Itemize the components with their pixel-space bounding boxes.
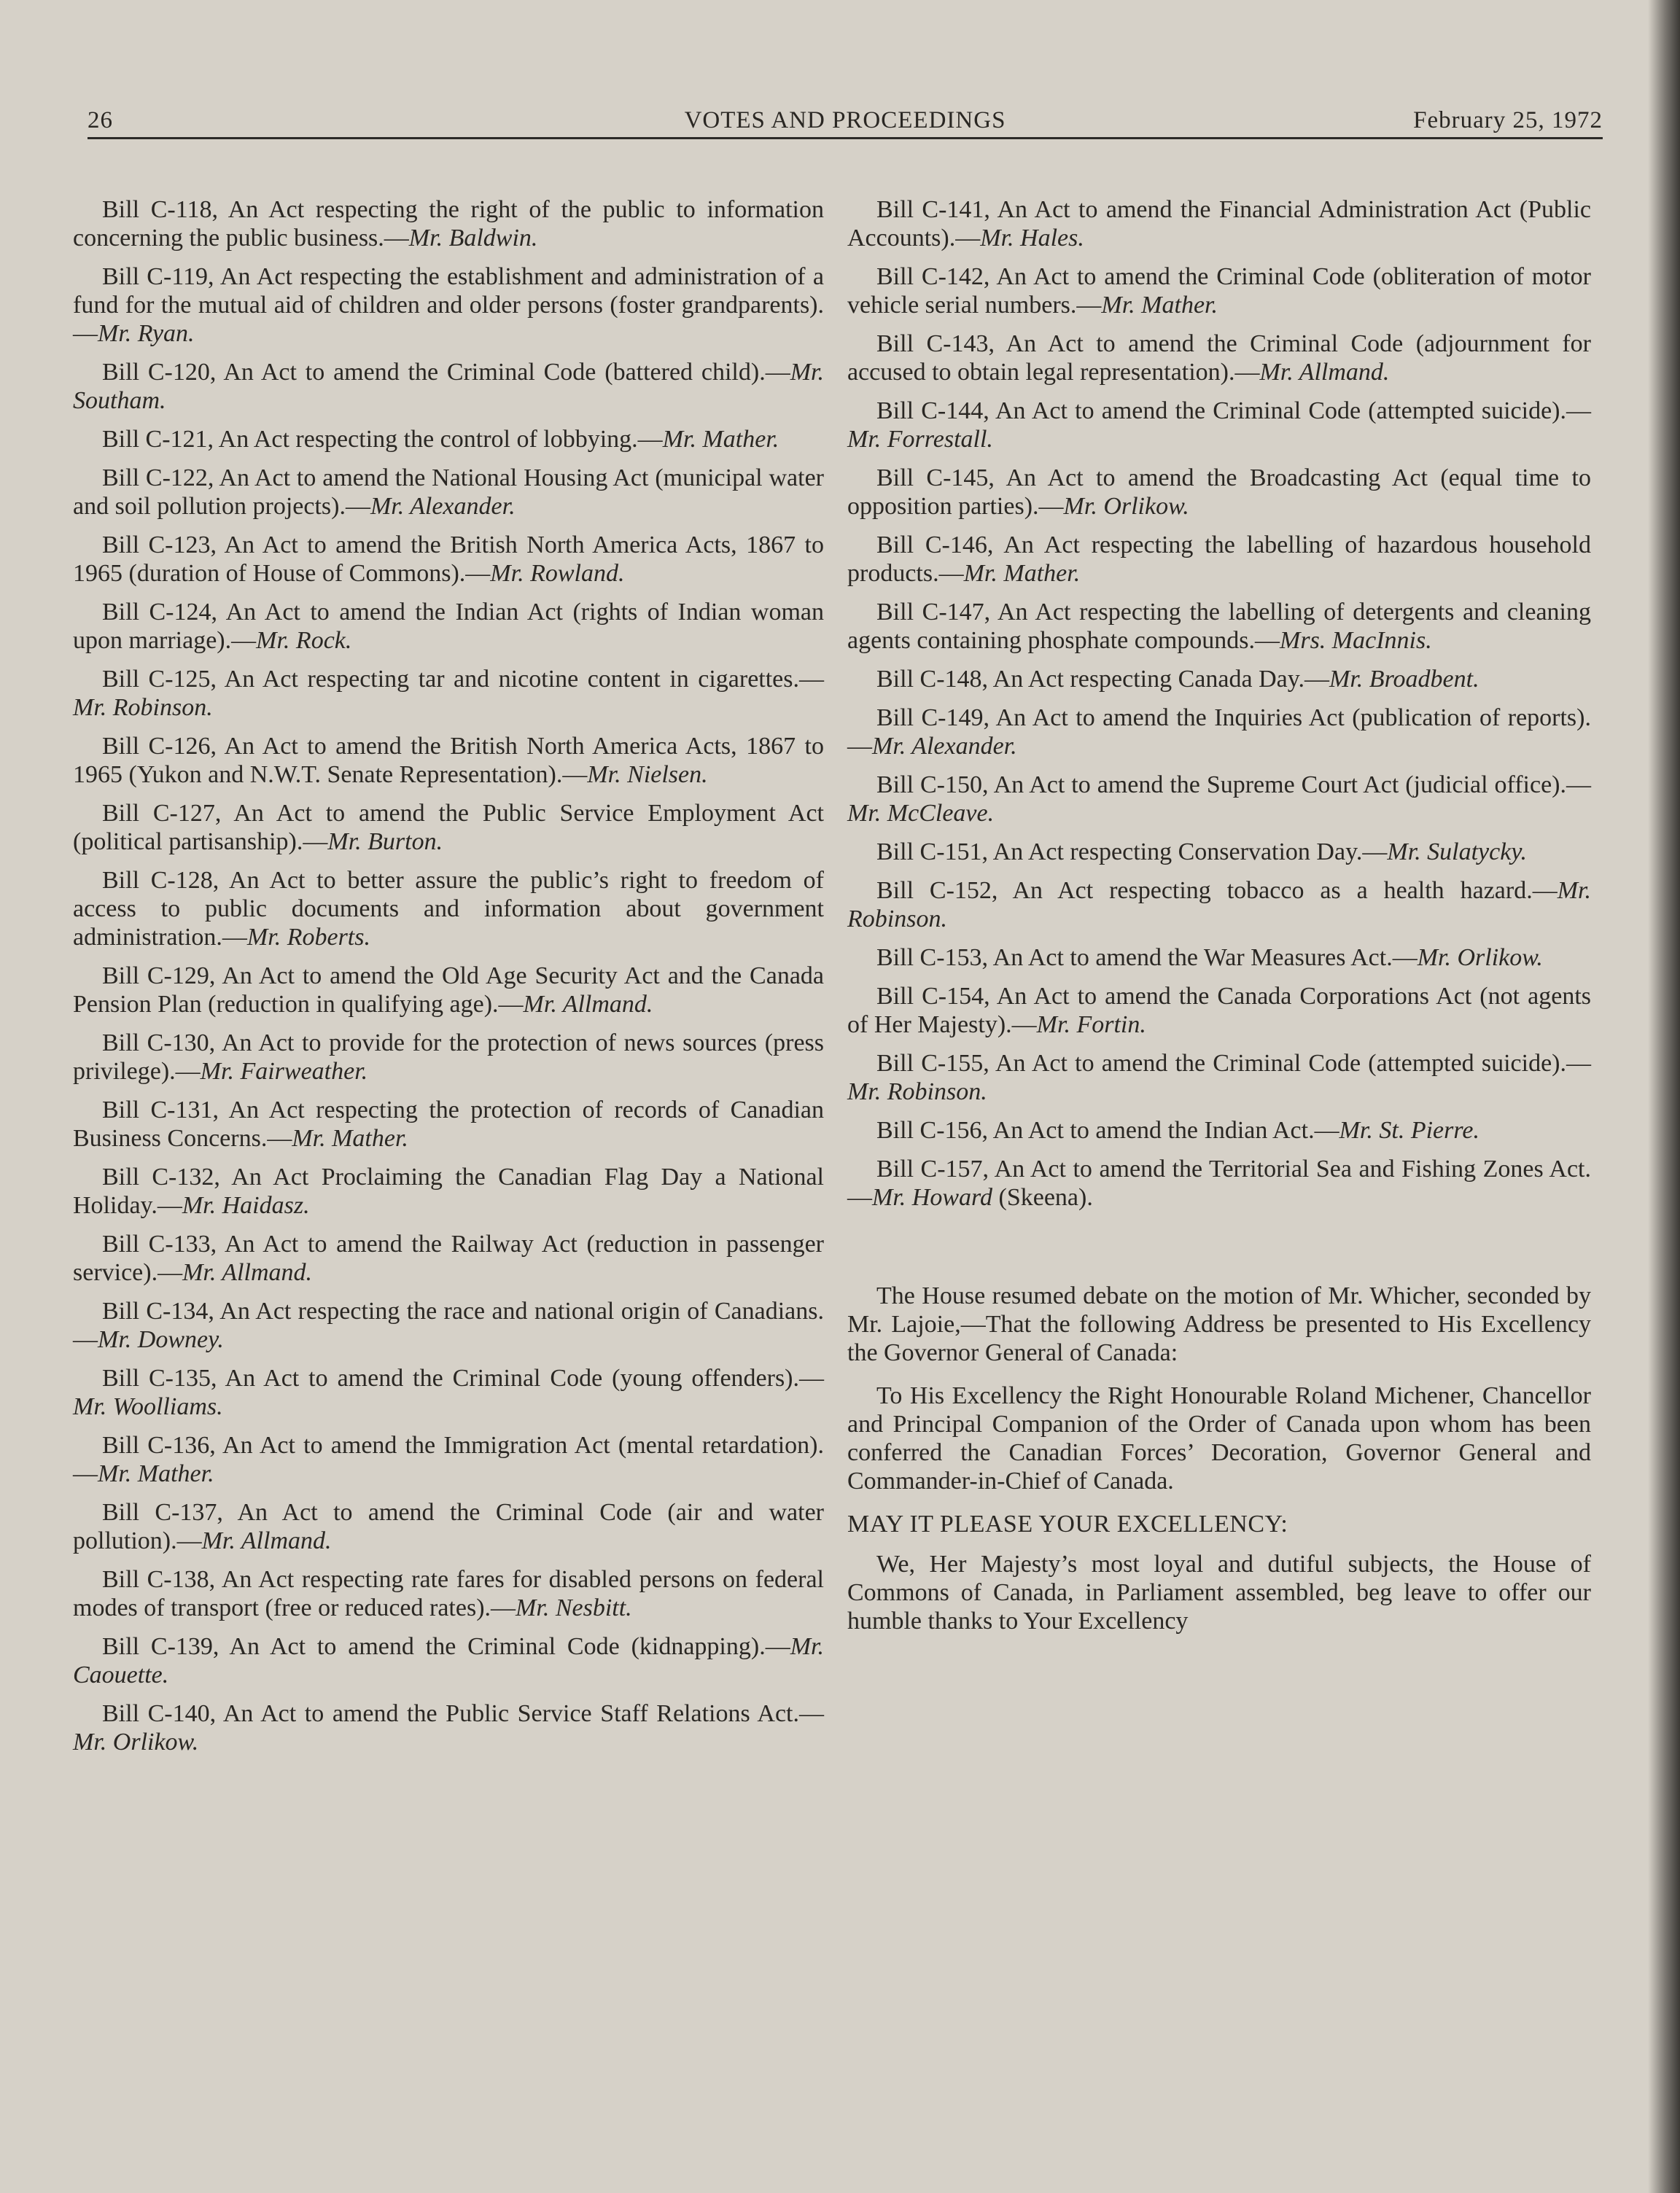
bill-entry: Bill C-122, An Act to amend the National Housing Act (municipal water and soil pollution projects).—Mr. Alexander.	[73, 464, 824, 520]
bill-entry: Bill C-155, An Act to amend the Criminal Code (attempted suicide).—Mr. Robinson.	[847, 1050, 1591, 1105]
bill-mover: Mr. Nesbitt.	[516, 1594, 632, 1621]
bill-mover: Mr. Allmand.	[182, 1259, 312, 1286]
bill-mover: Mr. Orlikow.	[1417, 944, 1543, 971]
bill-mover: Mr. Robinson.	[847, 877, 1591, 932]
bill-mover: Mr. Mather.	[292, 1125, 408, 1152]
bill-entry: Bill C-120, An Act to amend the Criminal Code (battered child).—Mr. Southam.	[73, 359, 824, 414]
address-heading: MAY IT PLEASE YOUR EXCELLENCY:	[847, 1511, 1288, 1538]
bill-entry: Bill C-134, An Act respecting the race and national origin of Canadians.—Mr. Downey.	[73, 1298, 824, 1353]
right-column	[847, 195, 1591, 1650]
left-column	[73, 195, 824, 1767]
bill-entry: Bill C-143, An Act to amend the Criminal Code (adjournment for accused to obtain legal representation).—Mr. Allmand.	[847, 330, 1591, 386]
bill-mover: Mr. Allmand.	[523, 991, 653, 1018]
bill-entry: Bill C-138, An Act respecting rate fares for disabled persons on federal modes of transport (free or reduced rates).—Mr. Nesbitt.	[73, 1566, 824, 1621]
bill-entry: Bill C-146, An Act respecting the labelling of hazardous household products.—Mr. Mather.	[847, 531, 1591, 587]
header-title: VOTES AND PROCEEDINGS	[684, 107, 1006, 133]
bill-mover: Mr. Woolliams.	[73, 1393, 223, 1420]
bill-mover: Mr. Sulatycky.	[1387, 838, 1528, 865]
bill-entry: Bill C-124, An Act to amend the Indian Act (rights of Indian woman upon marriage).—Mr. Rock.	[73, 599, 824, 654]
bill-entry: Bill C-132, An Act Proclaiming the Canadian Flag Day a National Holiday.—Mr. Haidasz.	[73, 1164, 824, 1219]
bill-mover: Mr. Howard	[872, 1184, 992, 1211]
bill-mover: Mr. Robinson.	[73, 694, 213, 721]
bill-mover: Mr. Roberts.	[246, 924, 370, 951]
bill-entry: Bill C-152, An Act respecting tobacco as a health hazard.—Mr. Robinson.	[847, 877, 1591, 932]
bill-mover: Mr. Broadbent.	[1329, 666, 1479, 693]
bill-entry: Bill C-140, An Act to amend the Public Service Staff Relations Act.—Mr. Orlikow.	[73, 1700, 824, 1756]
bill-mover: Mr. Rock.	[256, 627, 352, 654]
bill-suffix: (Skeena).	[992, 1184, 1093, 1211]
address-paragraph: To His Excellency the Right Honourable Roland Michener, Chancellor and Principal Companion of the Order of Canada upon whom has been conferred the Canadian Forces’ Decoration, Governor General and Commander-in-Chief of Canada.	[847, 1382, 1591, 1495]
bill-mover: Mr. Mather.	[1101, 292, 1218, 319]
bill-mover: Mr. Orlikow.	[73, 1729, 199, 1756]
bill-mover: Mr. Alexander.	[872, 733, 1017, 760]
bill-mover: Mr. Robinson.	[847, 1078, 987, 1105]
bill-mover: Mr. Rowland.	[490, 560, 625, 587]
bill-entry: Bill C-145, An Act to amend the Broadcasting Act (equal time to opposition parties).—Mr. Orlikow.	[847, 464, 1591, 520]
bill-entry: Bill C-128, An Act to better assure the public’s right to freedom of access to public documents and information about government administration.—Mr. Roberts.	[73, 867, 824, 951]
bill-entry: Bill C-142, An Act to amend the Criminal Code (obliteration of motor vehicle serial numbers.—Mr. Mather.	[847, 263, 1591, 319]
bill-mover: Mr. Caouette.	[73, 1633, 824, 1688]
bill-mover: Mr. Fairweather.	[200, 1058, 368, 1085]
bill-entry: Bill C-141, An Act to amend the Financial Administration Act (Public Accounts).—Mr. Hales.	[847, 196, 1591, 252]
bill-mover: Mr. St. Pierre.	[1339, 1117, 1479, 1144]
bill-entry: Bill C-119, An Act respecting the establishment and administration of a fund for the mutual aid of children and older persons (foster grandparents).—Mr. Ryan.	[73, 263, 824, 347]
bill-entry: Bill C-123, An Act to amend the British North America Acts, 1867 to 1965 (duration of House of Commons).—Mr. Rowland.	[73, 531, 824, 587]
closing-paragraph: We, Her Majesty’s most loyal and dutiful subjects, the House of Commons of Canada, in Parliament assembled, beg leave to offer our humble thanks to Your Excellency	[847, 1551, 1591, 1635]
bill-mover: Mr. Haidasz.	[182, 1192, 310, 1219]
bill-mover: Mr. Nielsen.	[587, 761, 708, 788]
bill-entry: Bill C-129, An Act to amend the Old Age Security Act and the Canada Pension Plan (reduction in qualifying age).—Mr. Allmand.	[73, 962, 824, 1018]
bill-entry: Bill C-136, An Act to amend the Immigration Act (mental retardation).—Mr. Mather.	[73, 1432, 824, 1487]
bill-mover: Mr. Mather.	[98, 1460, 214, 1487]
bill-entry: Bill C-139, An Act to amend the Criminal Code (kidnapping).—Mr. Caouette.	[73, 1633, 824, 1688]
bill-mover: Mr. Alexander.	[370, 493, 516, 520]
bill-entry: Bill C-149, An Act to amend the Inquiries Act (publication of reports).—Mr. Alexander.	[847, 704, 1591, 760]
section-spacer	[847, 1222, 1591, 1282]
bill-entry: Bill C-133, An Act to amend the Railway Act (reduction in passenger service).—Mr. Allmand.	[73, 1231, 824, 1286]
bill-entry: Bill C-153, An Act to amend the War Measures Act.—Mr. Orlikow.	[876, 944, 1543, 971]
bill-mover: Mrs. MacInnis.	[1280, 627, 1432, 654]
bill-mover: Mr. Fortin.	[1036, 1011, 1146, 1038]
running-header	[88, 102, 1603, 139]
bill-mover: Mr. Downey.	[98, 1326, 224, 1353]
bill-entry: Bill C-126, An Act to amend the British North America Acts, 1867 to 1965 (Yukon and N.W.T. Senate Representation).—Mr. Nielsen.	[73, 733, 824, 788]
bill-mover: Mr. Southam.	[73, 359, 824, 414]
bill-mover: Mr. Burton.	[327, 828, 443, 855]
bill-mover: Mr. Allmand.	[1259, 359, 1390, 386]
page-edge-shadow	[1648, 0, 1680, 2193]
bill-mover: Mr. McCleave.	[847, 800, 995, 827]
bill-entry: Bill C-148, An Act respecting Canada Day.—Mr. Broadbent.	[876, 666, 1479, 693]
bill-entry: Bill C-154, An Act to amend the Canada Corporations Act (not agents of Her Majesty).—Mr. Fortin.	[847, 983, 1591, 1038]
page-number: 26	[88, 107, 113, 133]
bill-entry: Bill C-147, An Act respecting the labelling of detergents and cleaning agents containing phosphate compounds.—Mrs. MacInnis.	[847, 599, 1591, 654]
bill-entry: Bill C-137, An Act to amend the Criminal Code (air and water pollution).—Mr. Allmand.	[73, 1499, 824, 1554]
bill-entry: Bill C-157, An Act to amend the Territorial Sea and Fishing Zones Act.—Mr. Howard (Skeena).	[847, 1156, 1591, 1211]
bill-entry: Bill C-127, An Act to amend the Public Service Employment Act (political partisanship).—Mr. Burton.	[73, 800, 824, 855]
bill-mover: Mr. Mather.	[963, 560, 1081, 587]
bill-entry: Bill C-135, An Act to amend the Criminal Code (young offenders).—Mr. Woolliams.	[73, 1365, 824, 1420]
bill-entry: Bill C-125, An Act respecting tar and nicotine content in cigarettes.—Mr. Robinson.	[73, 666, 824, 721]
bill-entry: Bill C-121, An Act respecting the control of lobbying.—Mr. Mather.	[102, 426, 779, 453]
bill-mover: Mr. Hales.	[980, 225, 1084, 252]
header-date: February 25, 1972	[1413, 107, 1603, 133]
bill-mover: Mr. Ryan.	[98, 320, 195, 347]
bill-mover: Mr. Forrestall.	[847, 426, 993, 453]
bill-mover: Mr. Orlikow.	[1063, 493, 1189, 520]
bill-entry: Bill C-130, An Act to provide for the protection of news sources (press privilege).—Mr. Fairweather.	[73, 1029, 824, 1085]
bill-entry: Bill C-131, An Act respecting the protection of records of Canadian Business Concerns.—Mr. Mather.	[73, 1096, 824, 1152]
debate-paragraph: The House resumed debate on the motion of Mr. Whicher, seconded by Mr. Lajoie,—That the following Address be presented to His Excellency the Governor General of Canada:	[847, 1282, 1591, 1366]
bill-entry: Bill C-156, An Act to amend the Indian Act.—Mr. St. Pierre.	[876, 1117, 1479, 1144]
bill-entry: Bill C-118, An Act respecting the right of the public to information concerning the public business.—Mr. Baldwin.	[73, 196, 824, 252]
bill-mover: Mr. Baldwin.	[408, 225, 538, 252]
bill-entry: Bill C-144, An Act to amend the Criminal Code (attempted suicide).—Mr. Forrestall.	[847, 397, 1591, 453]
bill-mover: Mr. Mather.	[662, 426, 779, 453]
bill-entry: Bill C-151, An Act respecting Conservation Day.—Mr. Sulatycky.	[876, 838, 1528, 865]
bill-entry: Bill C-150, An Act to amend the Supreme Court Act (judicial office).—Mr. McCleave.	[847, 771, 1591, 827]
bill-mover: Mr. Allmand.	[201, 1527, 332, 1554]
